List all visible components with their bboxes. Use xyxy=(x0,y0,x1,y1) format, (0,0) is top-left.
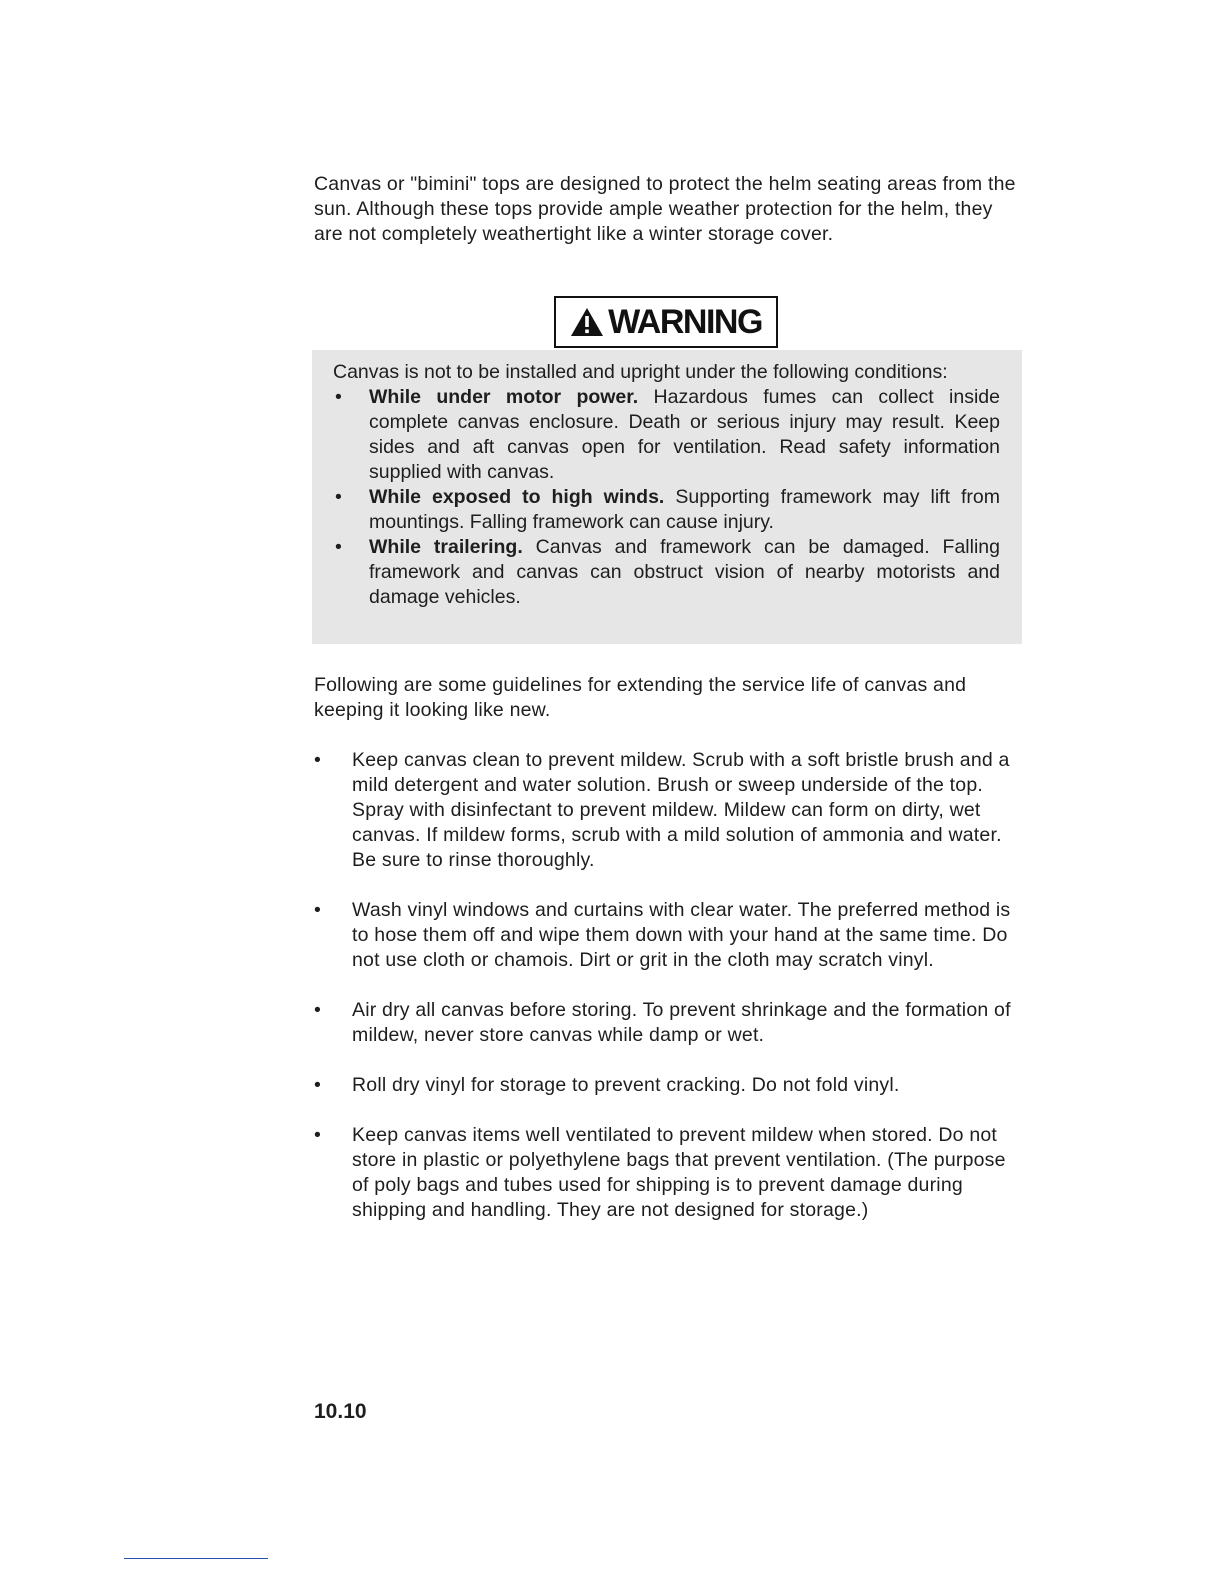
warning-header xyxy=(554,296,778,348)
bullet: • xyxy=(314,1124,322,1146)
guidelines-intro: Following are some guidelines for extending the service life of canvas and keeping it looking like new. xyxy=(314,674,967,721)
bullet: • xyxy=(335,386,342,408)
warning-item-label: While trailering. xyxy=(369,536,523,558)
warning-item xyxy=(333,385,1000,485)
guideline-item xyxy=(314,898,1026,973)
bullet: • xyxy=(335,536,342,558)
page-number: 10.10 xyxy=(314,1400,367,1423)
warning-item-text: Hazardous fumes can collect inside complete canvas enclosure. Death or serious injury may result. Keep sides and aft canvas open for ventilation. Read safety information supplied with canvas. xyxy=(369,386,1000,483)
warning-item-label: While exposed to high winds. xyxy=(369,486,665,508)
warning-triangle-icon xyxy=(570,307,604,337)
bullet: • xyxy=(335,486,342,508)
guideline-text: Roll dry vinyl for storage to prevent cracking. Do not fold vinyl. xyxy=(352,1074,900,1096)
warning-item xyxy=(333,535,1000,610)
bullet: • xyxy=(314,999,322,1021)
warning-title: WARNING xyxy=(608,302,762,341)
guideline-text: Wash vinyl windows and curtains with clear water. The preferred method is to hose them off and wipe them down with your hand at the same time. Do not use cloth or chamois. Dirt or grit in the cloth may scratch vinyl. xyxy=(352,899,1011,971)
guideline-item xyxy=(314,1123,1026,1223)
bullet: • xyxy=(314,749,322,771)
guideline-item xyxy=(314,998,1026,1048)
warning-item-text: Supporting framework may lift from mountings. Falling framework can cause injury. xyxy=(369,486,1001,533)
warning-list xyxy=(333,385,1000,610)
warning-box xyxy=(312,350,1022,644)
warning-item-label: While under motor power. xyxy=(369,386,639,408)
guideline-text: Air dry all canvas before storing. To prevent shrinkage and the formation of mildew, never store canvas while damp or wet. xyxy=(352,999,1011,1046)
guideline-item xyxy=(314,1073,1026,1098)
footer-rule xyxy=(124,1558,268,1559)
guideline-item xyxy=(314,748,1026,873)
guidelines-list xyxy=(314,748,1026,1248)
guideline-text: Keep canvas items well ventilated to prevent mildew when stored. Do not store in plastic or polyethylene bags that prevent ventilation. (The purpose of poly bags and tubes used for shipping is to prevent damage during shipping and handling. They are not designed for storage.) xyxy=(352,1124,1006,1221)
intro-paragraph: Canvas or "bimini" tops are designed to protect the helm seating areas from the sun. Although these tops provide ample weather protection for the helm, they are not completely weathertight like a winter storage cover. xyxy=(314,173,1016,245)
bullet: • xyxy=(314,1074,322,1096)
guideline-text: Keep canvas clean to prevent mildew. Scrub with a soft bristle brush and a mild detergent and water solution. Brush or sweep underside of the top. Spray with disinfectant to prevent mildew. Mildew can form on dirty, wet canvas. If mildew forms, scrub with a mild solution of ammonia and water. Be sure to rinse thoroughly. xyxy=(352,749,1010,871)
warning-lead: Canvas is not to be installed and upright under the following conditions: xyxy=(333,361,948,383)
warning-item-text: Canvas and framework can be damaged. Falling framework and canvas can obstruct vision of nearby motorists and damage vehicles. xyxy=(369,536,1000,608)
bullet: • xyxy=(314,899,322,921)
warning-item xyxy=(333,485,1000,535)
